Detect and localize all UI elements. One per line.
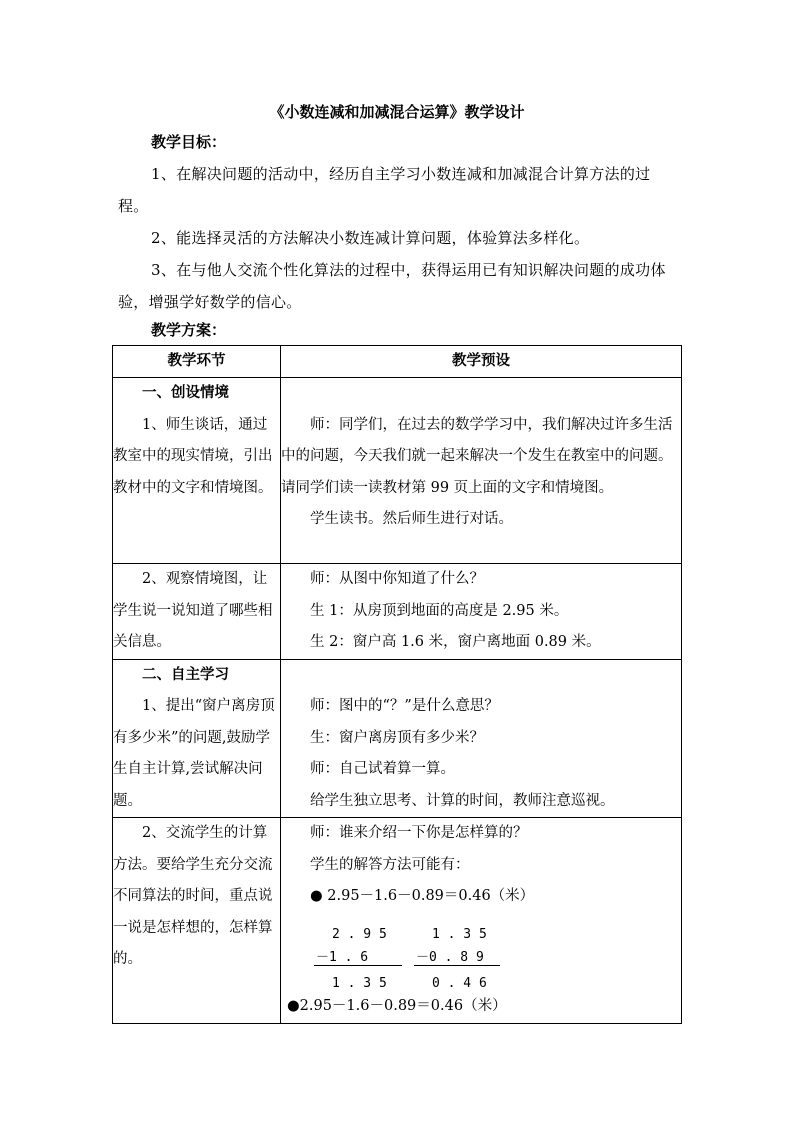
calc-second-minus: －0 . 8 9 [416,949,484,965]
dialogue-line: 师：谁来介绍一下你是怎样算的？ [310,825,528,841]
dialogue-line: 师：图中的“？”是什么意思？ [310,698,499,714]
calc-first-rule [314,965,402,966]
preset-cell [281,378,682,564]
section-title: 一、创设情境 [142,385,229,401]
calc-first-result: 1 . 3 5 [332,975,387,991]
column-header-stage: 教学环节 [113,346,281,378]
calc-second-top: 1 . 3 5 [432,926,487,942]
table-header-row [113,346,682,378]
dialogue-line: ● 2.95－1.6－0.89＝0.46（米） [310,888,535,904]
calc-second-rule [414,965,500,966]
stage-cell [113,818,281,1024]
stage-cell [113,564,281,660]
stage-text: 1、师生谈话，通过教室中的现实情境，引出教材中的文字和情境图。 [113,416,273,496]
dialogue-paragraph: 师：同学们，在过去的数学学习中，我们解决过许多生活中的问题，今天我们就一起来解决一个发生在教室中的问题。请同学们读一读教材第 99 页上面的文字和情境图。 [281,416,673,496]
dialogue-line: 生 2：窗户高 1.6 米，窗户离地面 0.89 米。 [310,634,601,650]
stage-cell [113,659,281,818]
dialogue-line: 给学生独立思考、计算的时间，教师注意巡视。 [310,792,615,809]
dialogue-line: 师：从图中你知道了什么？ [310,571,484,587]
table-row [113,659,682,818]
dialogue-line: 生 1：从房顶到地面的高度是 2.95 米。 [310,602,569,619]
section-title: 二、自主学习 [142,666,229,683]
preset-cell [281,564,682,660]
stage-text: 1、提出“窗户离房顶有多少米”的问题,鼓励学生自主计算,尝试解决问题。 [113,698,275,809]
stage-cell [113,378,281,564]
objective-item: 2、能选择灵活的方法解决小数连减计算问题，体验算法多样化。 [151,229,590,247]
table-row [113,818,682,1024]
calc-first-minus: －1 . 6 [316,949,369,965]
dialogue-line: 学生的解答方法可能有： [310,856,470,873]
stage-text: 2、观察情境图，让学生说一说知道了哪些相关信息。 [113,571,273,650]
vertical-calculation [314,913,681,991]
dialogue-line: ●2.95－1.6－0.89＝0.46（米） [287,997,507,1014]
objectives-heading: 教学目标： [151,133,227,151]
calc-second-result: 0 . 4 6 [432,975,487,991]
column-header-preset: 教学预设 [281,346,682,378]
dialogue-line: 师：自己试着算一算。 [310,761,455,777]
plan-heading: 教学方案： [151,321,227,339]
dialogue-line: 学生读书。然后师生进行对话。 [310,511,513,527]
objective-item: 3、在与他人交流个性化算法的过程中，获得运用已有知识解决问题的成功体验，增强学好数学的信心。 [118,261,666,311]
preset-cell [281,659,682,818]
lesson-plan-table [112,345,682,1024]
page-title: 《小数连减和加减混合运算》教学设计 [269,103,525,121]
table-row [113,564,682,660]
table-row [113,378,682,564]
preset-cell [281,818,682,1024]
objective-item: 1、在解决问题的活动中，经历自主学习小数连减和加减混合计算方法的过程。 [118,165,651,215]
stage-text: 2、交流学生的计算方法。要给学生充分交流不同算法的时间，重点说一说是怎样想的，怎样算的。 [113,825,273,967]
calc-first-top: 2 . 9 5 [332,926,387,942]
dialogue-line: 生：窗户离房顶有多少米？ [310,729,484,746]
